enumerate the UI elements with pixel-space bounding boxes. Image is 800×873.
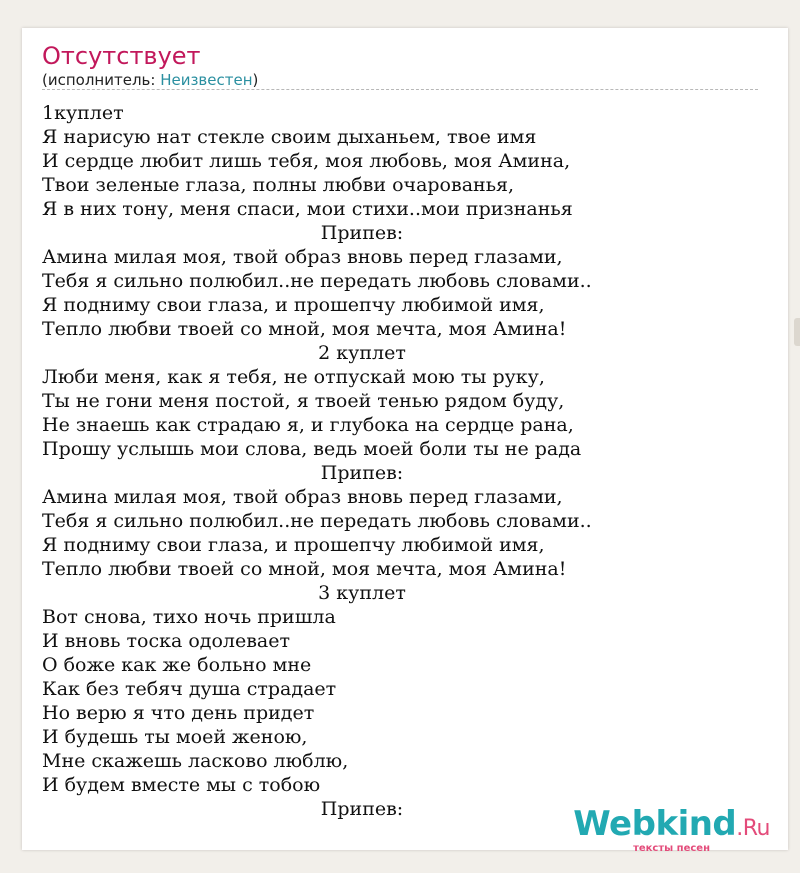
logo-tagline: тексты песен (633, 843, 710, 854)
artist-line (42, 70, 258, 90)
lyric-line: Припев: (320, 222, 404, 244)
artist-suffix: ) (252, 71, 259, 89)
lyric-line: Но верю я что день придет (42, 702, 315, 724)
artist-link[interactable]: Неизвестен (160, 71, 253, 89)
lyric-line: И вновь тоска одолевает (42, 630, 290, 652)
lyric-line: Как без тебяч душа страдает (42, 678, 337, 700)
logo-wordmark (573, 806, 770, 847)
lyric-line: Ты не гони меня постой, я твоей тенью рядом буду, (42, 390, 565, 412)
song-title: Отсутствует (42, 42, 201, 70)
lyric-line: Амина милая моя, твой образ вновь перед глазами, (42, 486, 563, 508)
site-logo[interactable] (573, 806, 770, 855)
lyric-line: 1куплет (42, 102, 124, 124)
lyric-line: Тебя я сильно полюбил..не передать любовь словами.. (42, 510, 592, 532)
lyric-line: Припев: (320, 798, 404, 820)
lyric-line: Я подниму свои глаза, и прошепчу любимой имя, (42, 534, 545, 556)
lyric-line: 3 куплет (318, 582, 406, 604)
lyric-line: Мне скажешь ласково люблю, (42, 750, 349, 772)
lyric-line: Люби меня, как я тебя, не отпускай мою ты руку, (42, 366, 545, 388)
lyric-line: Я подниму свои глаза, и прошепчу любимой имя, (42, 294, 545, 316)
lyric-line: Тепло любви твоей со мной, моя мечта, моя Амина! (42, 318, 567, 340)
lyric-line: Твои зеленые глаза, полны любви очарованья, (42, 174, 515, 196)
lyric-line: И будем вместе мы с тобою (42, 774, 321, 796)
lyric-line: И сердце любит лишь тебя, моя любовь, моя Амина, (42, 150, 571, 172)
lyric-line: Вот снова, тихо ночь пришла (42, 606, 336, 628)
lyric-line: И будешь ты моей женою, (42, 726, 308, 748)
title-divider (42, 89, 758, 90)
lyric-line: Тебя я сильно полюбил..не передать любовь словами.. (42, 270, 592, 292)
artist-prefix: (исполнитель: (42, 71, 161, 89)
lyric-line: Я нарисую нат стекле своим дыханьем, твое имя (42, 126, 537, 148)
lyric-line: О боже как же больно мне (42, 654, 312, 676)
lyric-line: Припев: (320, 462, 404, 484)
lyric-line: Не знаешь как страдаю я, и глубока на сердце рана, (42, 414, 574, 436)
page-edge-tab (794, 318, 800, 346)
lyric-line: Прошу услышь мои слова, ведь моей боли ты не рада (42, 438, 582, 460)
lyrics-text (42, 101, 682, 821)
lyric-line: Тепло любви твоей со мной, моя мечта, моя Амина! (42, 558, 567, 580)
lyric-line: 2 куплет (318, 342, 406, 364)
logo-main-text: Webkind (573, 804, 737, 844)
lyric-line: Амина милая моя, твой образ вновь перед глазами, (42, 246, 563, 268)
lyric-line: Я в них тону, меня спаси, мои стихи..мои признанья (42, 198, 573, 220)
logo-suffix: .Ru (736, 816, 770, 841)
